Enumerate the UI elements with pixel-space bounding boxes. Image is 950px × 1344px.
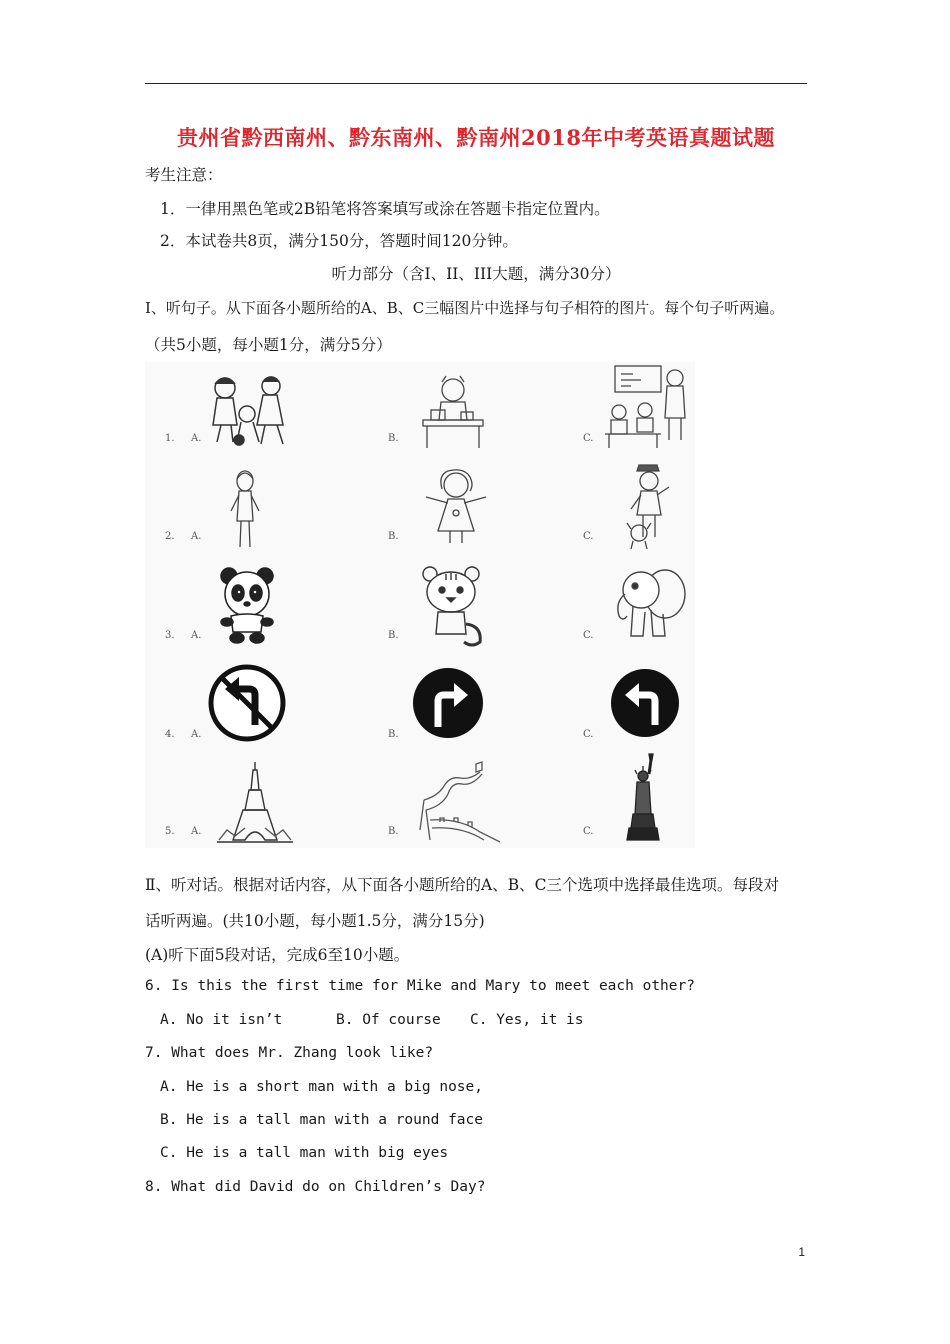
girl-with-dog-icon	[621, 463, 677, 551]
question-6: 6. Is this the first time for Mike and Mary to meet each other?	[145, 978, 695, 994]
picture-row-3	[145, 556, 695, 653]
question-number: 3.	[165, 630, 175, 641]
option-a-label: A.	[191, 729, 202, 740]
picture-row-4	[145, 653, 695, 750]
part-a-instruction: (A)听下面5段对话，完成6至10小题。	[145, 946, 410, 964]
notice-item-2: 2．本试卷共8页，满分150分，答题时间120分钟。	[160, 232, 518, 250]
tiger-icon	[416, 564, 486, 648]
teacher-classroom-icon	[601, 364, 693, 450]
page-title: 贵州省黔西南州、黔东南州、黔南州2018年中考英语真题试题	[177, 125, 775, 150]
option-c-label: C.	[583, 433, 594, 444]
girl-at-desk-icon	[413, 370, 493, 450]
question-7: 7. What does Mr. Zhang look like?	[145, 1045, 434, 1061]
q6-option-a: A. No it isn’t	[160, 1012, 283, 1028]
option-b-label: B.	[388, 729, 399, 740]
girl-in-dress-icon	[418, 467, 494, 547]
tall-thin-girl-icon	[225, 467, 265, 553]
q7-option-a: A. He is a short man with a big nose,	[160, 1079, 484, 1095]
elephant-icon	[609, 566, 689, 642]
statue-of-liberty-icon	[621, 752, 665, 842]
q7-option-b: B. He is a tall man with a round face	[160, 1112, 484, 1128]
picture-row-2	[145, 459, 695, 556]
option-a-label: A.	[191, 531, 202, 542]
option-a-label: A.	[191, 433, 202, 444]
picture-grid	[145, 362, 695, 848]
option-c-label: C.	[583, 531, 594, 542]
panda-icon	[217, 566, 277, 646]
option-c-label: C.	[583, 826, 594, 837]
notice-item-1: 1．一律用黑色笔或2B铅笔将答案填写或涂在答题卡指定位置内。	[160, 200, 610, 218]
q6-option-b: B. Of course	[336, 1012, 441, 1028]
option-a-label: A.	[191, 630, 202, 641]
question-number: 1.	[165, 433, 175, 444]
picture-row-5	[145, 750, 695, 847]
section2-instruction-line2: 话听两遍。(共10小题，每小题1.5分，满分15分)	[145, 912, 485, 930]
question-number: 2.	[165, 531, 175, 542]
header-rule	[145, 83, 807, 84]
turn-left-sign-icon	[609, 667, 681, 739]
option-c-label: C.	[583, 630, 594, 641]
option-b-label: B.	[388, 826, 399, 837]
eiffel-tower-icon	[215, 760, 295, 844]
question-8: 8. What did David do on Children’s Day?	[145, 1179, 486, 1195]
section1-instruction: I、听句子。从下面各小题所给的A、B、C三幅图片中选择与句子相符的图片。每个句子听两遍。	[145, 299, 785, 317]
notice-heading: 考生注意：	[145, 166, 223, 184]
children-playing-icon	[203, 370, 293, 450]
option-b-label: B.	[388, 630, 399, 641]
option-a-label: A.	[191, 826, 202, 837]
question-number: 5.	[165, 826, 175, 837]
no-left-turn-sign-icon	[207, 663, 287, 743]
great-wall-icon	[410, 760, 506, 844]
option-c-label: C.	[583, 729, 594, 740]
section1-note: （共5小题，每小题1分，满分5分）	[145, 336, 392, 354]
q6-option-c: C. Yes, it is	[470, 1012, 584, 1028]
picture-row-1	[145, 362, 695, 459]
q7-option-c: C. He is a tall man with big eyes	[160, 1145, 449, 1161]
option-b-label: B.	[388, 433, 399, 444]
listening-header: 听力部分（含I、II、III大题，满分30分）	[331, 265, 621, 283]
option-b-label: B.	[388, 531, 399, 542]
section2-instruction-line1: Ⅱ、听对话。根据对话内容，从下面各小题所给的A、B、C三个选项中选择最佳选项。每段对	[145, 876, 779, 894]
question-number: 4.	[165, 729, 175, 740]
turn-right-sign-icon	[410, 665, 486, 741]
page-number: 1	[798, 1245, 805, 1259]
